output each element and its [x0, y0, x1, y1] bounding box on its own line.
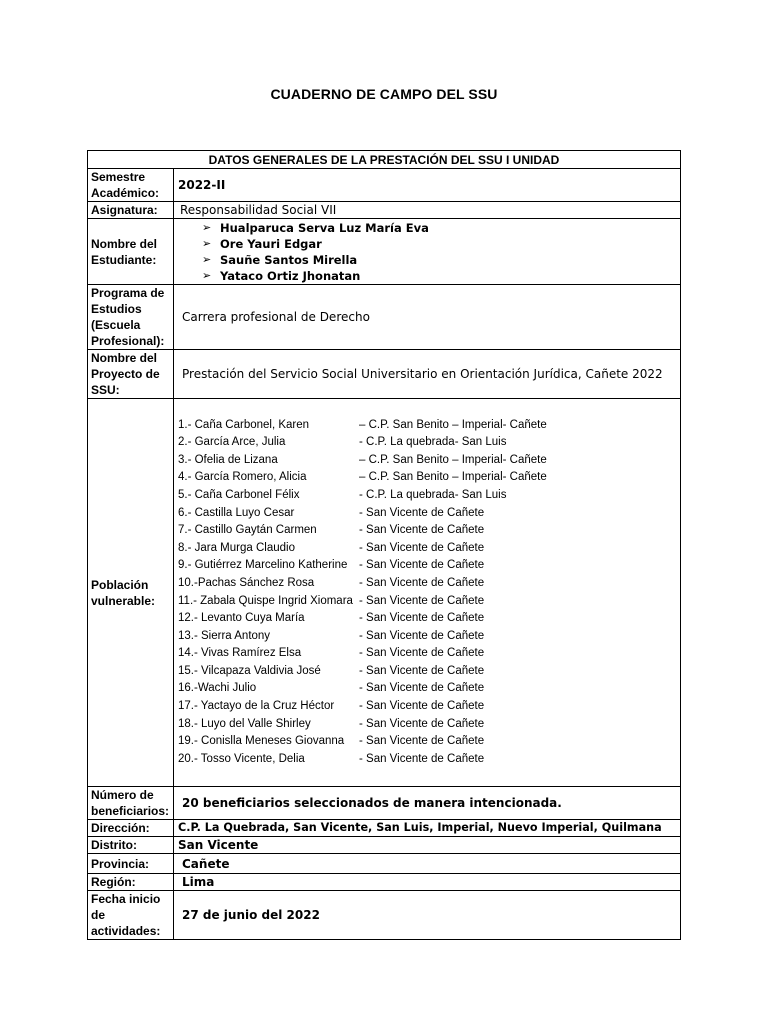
beneficiary-location: - San Vicente de Cañete — [359, 576, 485, 589]
poblacion-entry — [178, 698, 676, 716]
beneficiary-name: 3.- Ofelia de Lizana — [178, 453, 278, 466]
beneficiary-name: 16.-Wachi Julio — [178, 682, 257, 695]
poblacion-entry — [178, 434, 676, 452]
poblacion-entry — [178, 452, 676, 470]
beneficiary-location: - San Vicente de Cañete — [359, 612, 485, 625]
student-item — [202, 268, 680, 284]
beneficiary-name: 1.- Caña Carbonel, Karen — [178, 418, 310, 431]
arrow-bullet-icon: ➢ — [202, 220, 212, 234]
fecha-inicio-label: Fecha inicio de actividades: — [88, 891, 174, 940]
row-distrito — [88, 837, 681, 854]
poblacion-value — [174, 399, 681, 787]
poblacion-entry — [178, 610, 676, 628]
proyecto-label: Nombre del Proyecto de SSU: — [88, 350, 174, 399]
beneficiary-location: - San Vicente de Cañete — [359, 524, 485, 537]
beneficiary-location: - San Vicente de Cañete — [359, 682, 485, 695]
row-programa — [88, 285, 681, 350]
student-name: Sauñe Santos Mirella — [220, 252, 358, 267]
row-proyecto — [88, 350, 681, 399]
distrito-label: Distrito: — [88, 837, 174, 854]
poblacion-list — [177, 407, 676, 779]
nombre-estudiante-label: Nombre del Estudiante: — [88, 219, 174, 285]
nombre-estudiante-value — [174, 219, 681, 285]
beneficiary-location: - San Vicente de Cañete — [359, 647, 485, 660]
poblacion-label: Población vulnerable: — [88, 399, 174, 787]
beneficiary-location: - San Vicente de Cañete — [359, 717, 485, 730]
beneficiary-name: 9.- Gutiérrez Marcelino Katherine — [178, 559, 348, 572]
beneficiary-name: 19.- Conislla Meneses Giovanna — [178, 735, 345, 748]
beneficiary-location: - San Vicente de Cañete — [359, 629, 485, 642]
semestre-value: 2022-II — [174, 169, 681, 202]
beneficiary-name: 12.- Levanto Cuya María — [178, 612, 305, 625]
poblacion-entry — [178, 487, 676, 505]
beneficiary-name: 11.- Zabala Quispe Ingrid Xiomara — [178, 594, 353, 607]
row-nombre-estudiante — [88, 219, 681, 285]
beneficiary-location: - San Vicente de Cañete — [359, 559, 485, 572]
beneficiary-name: 2.- García Arce, Julia — [178, 436, 286, 449]
poblacion-entry — [178, 505, 676, 523]
asignatura-label: Asignatura: — [88, 202, 174, 219]
student-name: Ore Yauri Edgar — [220, 236, 322, 251]
arrow-bullet-icon: ➢ — [202, 268, 212, 282]
poblacion-entry — [178, 733, 676, 751]
beneficiary-name: 6.- Castilla Luyo Cesar — [178, 506, 295, 519]
beneficiary-location: - San Vicente de Cañete — [359, 735, 485, 748]
student-name: Hualparuca Serva Luz María Eva — [220, 220, 429, 235]
beneficiary-name: 7.- Castillo Gaytán Carmen — [178, 524, 317, 537]
beneficiary-name: 15.- Vilcapaza Valdivia José — [178, 664, 321, 677]
beneficiary-name: 20.- Tosso Vicente, Delia — [178, 752, 305, 765]
beneficiary-location: - San Vicente de Cañete — [359, 541, 485, 554]
student-name: Yataco Ortiz Jhonatan — [220, 268, 361, 283]
programa-value: Carrera profesional de Derecho — [174, 285, 681, 350]
programa-label: Programa de Estudios (Escuela Profesional): — [88, 285, 174, 350]
beneficiary-name: 18.- Luyo del Valle Shirley — [178, 717, 311, 730]
beneficiary-location: – C.P. San Benito – Imperial- Cañete — [359, 453, 547, 466]
beneficiary-location: - C.P. La quebrada- San Luis — [359, 436, 507, 449]
arrow-bullet-icon: ➢ — [202, 236, 212, 250]
beneficiary-location: – C.P. San Benito – Imperial- Cañete — [359, 418, 547, 431]
row-provincia — [88, 854, 681, 874]
row-region — [88, 874, 681, 891]
student-item — [202, 252, 680, 268]
students-list — [174, 220, 680, 284]
region-label: Región: — [88, 874, 174, 891]
poblacion-entry — [178, 557, 676, 575]
row-fecha-inicio — [88, 891, 681, 940]
direccion-label: Dirección: — [88, 820, 174, 837]
beneficiary-location: - San Vicente de Cañete — [359, 594, 485, 607]
beneficiary-name: 17.- Yactayo de la Cruz Héctor — [178, 700, 335, 713]
beneficiary-name: 14.- Vivas Ramírez Elsa — [178, 647, 302, 660]
beneficiary-location: - San Vicente de Cañete — [359, 664, 485, 677]
table-header-row — [88, 151, 681, 169]
student-item — [202, 236, 680, 252]
semestre-label: Semestre Académico: — [88, 169, 174, 202]
row-semestre — [88, 169, 681, 202]
poblacion-entry — [178, 645, 676, 663]
table-header: DATOS GENERALES DE LA PRESTACIÓN DEL SSU I UNIDAD — [88, 151, 681, 169]
provincia-label: Provincia: — [88, 854, 174, 874]
poblacion-entry — [178, 663, 676, 681]
row-direccion — [88, 820, 681, 837]
beneficiary-name: 8.- Jara Murga Claudio — [178, 541, 295, 554]
poblacion-entry — [178, 540, 676, 558]
document-title: CUADERNO DE CAMPO DEL SSU — [270, 86, 498, 102]
beneficiary-location: - San Vicente de Cañete — [359, 752, 485, 765]
student-item — [202, 220, 680, 236]
poblacion-entry — [178, 716, 676, 734]
beneficiary-location: - San Vicente de Cañete — [359, 506, 485, 519]
arrow-bullet-icon: ➢ — [202, 252, 212, 266]
beneficiary-name: 13.- Sierra Antony — [178, 629, 271, 642]
row-poblacion — [88, 399, 681, 787]
numero-beneficiarios-label: Número de beneficiarios: — [88, 787, 174, 820]
poblacion-entry — [178, 751, 676, 769]
poblacion-entry — [178, 575, 676, 593]
poblacion-entry — [178, 522, 676, 540]
region-value: Lima — [174, 874, 681, 891]
row-asignatura — [88, 202, 681, 219]
proyecto-value: Prestación del Servicio Social Universitario en Orientación Jurídica, Cañete 2022 — [174, 350, 681, 399]
beneficiary-name: 4.- García Romero, Alicia — [178, 471, 307, 484]
poblacion-entry — [178, 628, 676, 646]
direccion-value: C.P. La Quebrada, San Vicente, San Luis, Imperial, Nuevo Imperial, Quilmana — [174, 820, 681, 837]
numero-beneficiarios-value: 20 beneficiarios seleccionados de manera intencionada. — [174, 787, 681, 820]
fecha-inicio-value: 27 de junio del 2022 — [174, 891, 681, 940]
general-data-table — [87, 150, 681, 940]
beneficiary-location: – C.P. San Benito – Imperial- Cañete — [359, 471, 547, 484]
beneficiary-name: 5.- Caña Carbonel Félix — [178, 488, 300, 501]
asignatura-value: Responsabilidad Social VII — [174, 202, 681, 219]
beneficiary-name: 10.-Pachas Sánchez Rosa — [178, 576, 315, 589]
beneficiary-location: - C.P. La quebrada- San Luis — [359, 488, 507, 501]
row-numero-beneficiarios — [88, 787, 681, 820]
beneficiary-location: - San Vicente de Cañete — [359, 700, 485, 713]
poblacion-entry — [178, 469, 676, 487]
provincia-value: Cañete — [174, 854, 681, 874]
poblacion-entry — [178, 593, 676, 611]
poblacion-entry — [178, 417, 676, 435]
poblacion-entry — [178, 680, 676, 698]
distrito-value: San Vicente — [174, 837, 681, 854]
